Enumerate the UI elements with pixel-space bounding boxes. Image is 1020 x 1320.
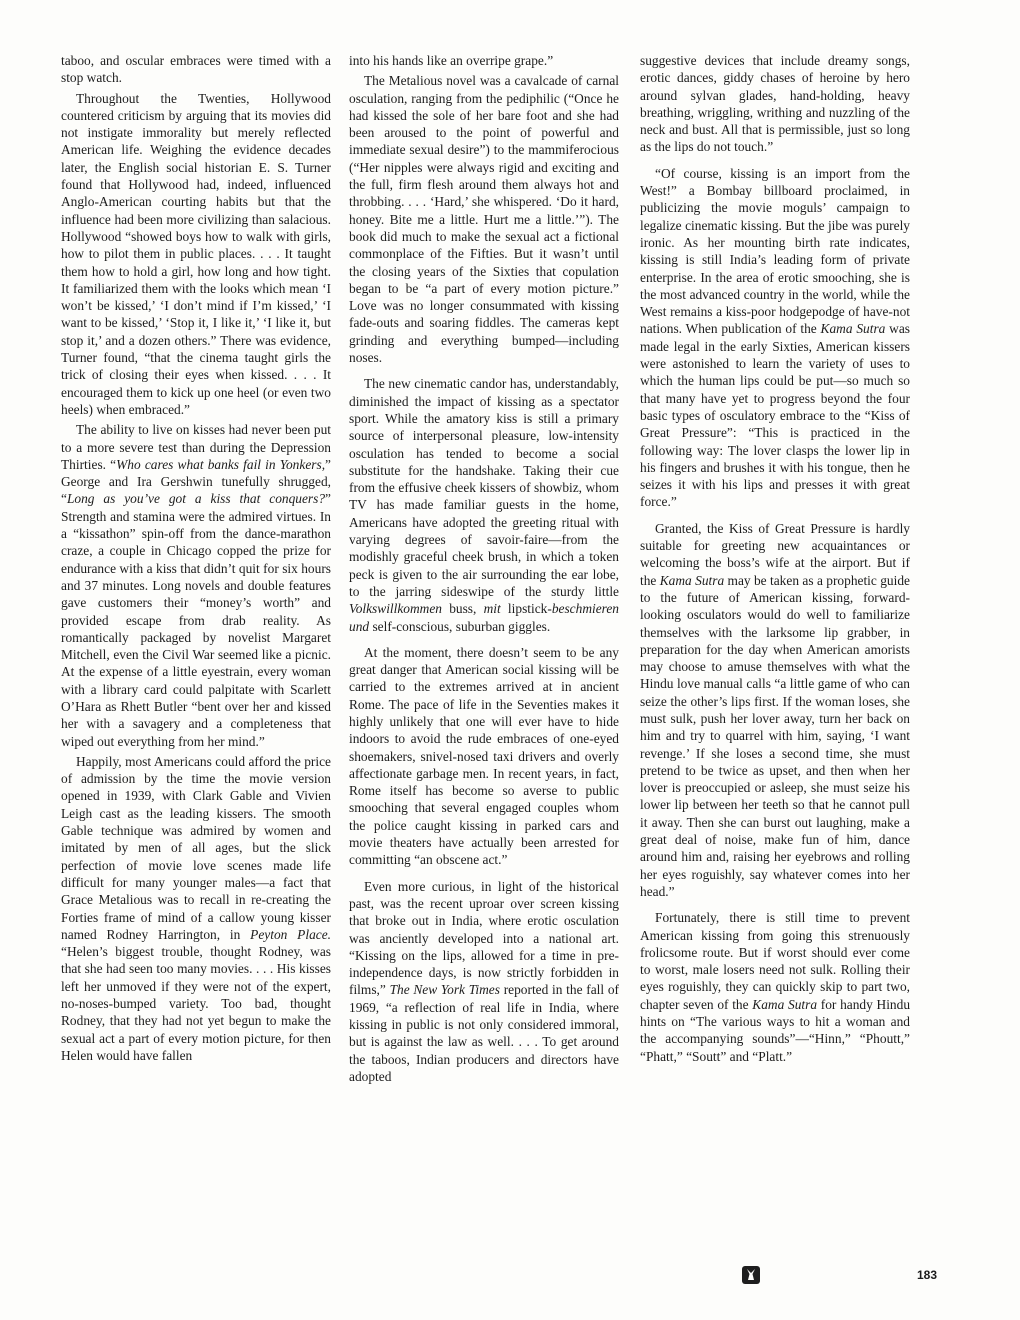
paragraph: into his hands like an overripe grape.” [349, 53, 554, 68]
book-title-italic: Kama Sutra [659, 572, 725, 588]
song-lyric-italic: Long as you’ve got a kiss that conquers? [66, 491, 326, 507]
paragraph [61, 753, 331, 1064]
text-run: may be taken as a prophetic guide to the future of American kissing, forward-looking osculators would do well to familiarize themselves with the larksome lip grabber, in preparation for the day when American amorists may choose to amuse themselves with what the Hindu love manual calls “a little game of who can seize the other’s lips first. If the woman loses, she must sulk, push her lover away, turn her back on him and try to quarrel with him, saying, ‘I want revenge.’ If she loses a second time, she must pretend to be twice as upset, and then when her lover is preoccupied or asleep, she must seize his lower lip between her teeth so that he cannot pull it away. Then she can burst out laughing, make a great deal of noise, make fun of him, dance around him and, raising her eyebrows and rolling her eyes roguishly, say whatever comes into her head.” [640, 572, 910, 899]
text-run: “Helen’s biggest trouble, thought Rodney, was that she had seen too many movies. . . . His kisses left her unmoved if they were not of the expert, no-noses-bumped variety. Too bad, thought Rodney, that they had not yet begun to make the sexual act a part of every motion picture, for then Helen would have fallen [61, 944, 331, 1063]
rabbit-head-logo-icon [742, 1266, 760, 1284]
paragraph [640, 165, 910, 511]
paragraph: At the moment, there doesn’t seem to be any great danger that American social kissing will be carried to the extremes arrived at in ancient Rome. The pace of life in the Seventies makes it highly unlikely that one will ever have to hide indoors to avoid the rude embraces of one-eyed shoemakers, snivel-nosed taxi drivers and overly affectionate garbage men. In recent years, in fact, Rome itself has become so averse to public smooching that several engaged couples whom the police caught kissing in parked cars and movie theaters have actually been arrested for committing “an obscene act.” [349, 644, 619, 868]
foreign-word-italic: Volkswillkommen [349, 601, 442, 617]
book-title-italic: Kama Sutra [752, 996, 818, 1012]
text-run: The new cinematic candor has, understandably, diminished the impact of kissing as a spectator sport. While the amatory kiss is still a primary source of interpersonal pleasure, low-intensity osculation has tended to become a social substitute for the handshake. Taking their cue from the effusive cheek kissers of showbiz, whom TV has made familiar guests in the home, Americans have adopted the greeting ritual with varying degrees of savoir-faire—from the modishly graceful cheek brush, in which a token peck is given to the air surrounding the ear lobe, to the jarring sideswipe of the sturdy little [349, 376, 619, 599]
text-run: Granted, the Kiss of Great Pressure is hardly suitable for greeting new acquaintances or welcoming the boss’s wife at the airport. But if the [640, 520, 910, 588]
book-title-italic: Peyton Place. [250, 926, 332, 942]
paragraph [61, 421, 331, 750]
text-run: for handy Hindu hints on “The various ways to hit a woman and the accompanying sounds”—“Hinn,” “Phoutt,” “Phatt,” “Soutt” and “Platt.” [640, 996, 911, 1064]
foreign-word-italic: mit [483, 601, 501, 617]
text-run: lipstick- [500, 601, 552, 617]
text-run: Happily, most Americans could afford the price of admission by the time the movie version opened in 1939, with Clark Gable and Vivien Leigh cast as the leading kissers. The smooth Gable technique was admired by women and imitated by men of all ages, but the slick perfection of movie love scenes made life difficult for many younger males—a fact that Grace Metalious was to recall in re-creating the Forties frame of mind of a callow young kisser named Rodney Harrington, in [61, 753, 331, 942]
text-run: reported in the fall of 1969, “a reflection of real life in India, where kissing in public is not only considered immoral, but is against the law as well. . . . To get around the taboos, Indian producers and directors have adopted [349, 982, 620, 1084]
foreign-word-italic: beschmieren und [349, 601, 620, 634]
paragraph: Throughout the Twenties, Hollywood countered criticism by arguing that its movies did not instigate immorality but merely reflected American life. Weighing the evidence decades later, the English social historian E. S. Turner found that Hollywood had, indeed, influenced Anglo-American courting habits but that the influence had been more civilizing than salacious. Hollywood “showed boys how to walk with girls, how to pilot them in public places. . . . It taught them how to hold a girl, how long and how tight. It familiarized them with the looks which mean ‘I won’t be kissed,’ ‘I don’t mind if I’m kissed,’ ‘I want to be kissed,’ ‘Stop it, I like it,’ ‘I like it, but stop it,’ and a dozen others.” There was evidence, Turner found, “that the cinema taught girls the trick of closing their eyes when kissed. . . . It encouraged them to kick up one heel (or even two heels) when embraced.” [61, 90, 331, 417]
text-run: “Of course, kissing is an import from the West!” a Bombay billboard proclaimed, in publicizing the movie moguls’ campaign to legalize cinematic kissing. But the jibe was purely ironic. As her mounting birth rate indicates, kissing is still India’s leading form of private enterprise. In the area of erotic smooching, she is the most advanced country in the world, while the West remains a kiss-poor hodgepodge of have-not nations. When publication of the [640, 165, 910, 337]
text-run: self-conscious, suburban giggles. [369, 618, 551, 634]
text-column-right [640, 52, 910, 1068]
text-run: Fortunately, there is still time to prevent American kissing from going this strenuously frolicsome route. But if worst should ever come to worst, male losers need not sulk. Rolling their eyes roguishly, they can quickly skip to part two, chapter seven of the [640, 910, 910, 1012]
book-title-italic: Kama Sutra [820, 321, 886, 337]
text-run: ” George and Ira Gershwin tunefully shrugged, “ [61, 456, 331, 507]
text-run: The ability to live on kisses had never been put to a more severe test than during the Depression Thirties. “ [61, 422, 331, 472]
paragraph [640, 520, 910, 901]
paragraph: taboo, and oscular embraces were timed with a stop watch. [61, 53, 331, 86]
text-run: Even more curious, in light of the historical past, was the recent uproar over screen kissing that broke out in India, where erotic osculation was anciently developed into a national art. “Kissing on the lips, allowed for a time in pre-independence days, is now strictly forbidden in films,” [349, 878, 619, 998]
paragraph [349, 878, 619, 1086]
text-run: ” Strength and stamina were the admired virtues. In a “kissathon” spin-off from the dance-marathon craze, a couple in Chicago copped the prize for endurance with a kiss that didn’t quit for six hours and 37 minutes. Long novels and double features gave customers their “money’s worth” and provided escape from drab reality. As romantically packaged by novelist Margaret Mitchell, even the Civil War seemed like a picnic. At the expense of a little eyestrain, every woman with a library card could palpitate with Scarlett O’Hara as Rhett Butler “bent over her and kissed her with a savagery and a completeness that wiped out everything from her mind.” [61, 491, 331, 749]
text-column-middle [349, 52, 619, 1088]
page-number: 183 [917, 1268, 938, 1282]
text-column-left [61, 52, 331, 1067]
paragraph [349, 375, 619, 634]
newspaper-title-italic: The New York Times [389, 982, 500, 998]
paragraph: The Metalious novel was a cavalcade of carnal osculation, ranging from the pediphilic (“Once he had kissed the sole of her bare foot and she had been aroused to the point of powerful and immediate sexual desire”) to the mammiferocious (“Her nipples were always rigid and exciting and the full, firm flesh around them always hot and throbbing. . . . ‘Hard,’ she whispered. ‘Do it hard, honey. Bite me a little. Hurt me a little.’”). The book did much to make the sexual act a fictional commonplace of the Fifties. But it wasn’t until the closing years of the Sixties that copulation began to be “a part of every motion picture.” Love was no longer consummated with kissing fade-outs and soaring fiddles. The cameras kept grinding and everything bumped—including noses. [349, 73, 619, 366]
text-run: buss, [441, 601, 484, 617]
song-lyric-italic: Who cares what banks fail in Yonkers, [116, 456, 326, 472]
text-run: was made legal in the early Sixties, American kissers were astonished to learn the variety of uses to which the human lips could be put—so much so that many have yet to progress beyond the four basic types of osculatory embrace to the “Kiss of Great Pressure”: “This is practiced in the following way: The lover clasps the lower lip in his fingers and brushes it with his tongue, then he seizes it with his lips and presses it with great force.” [640, 321, 911, 510]
paragraph: suggestive devices that include dreamy songs, erotic dances, giddy chases of heroine by hero around sylvan glades, hand-holding, heavy breathing, wriggling, writhing and nuzzling of the neck and bust. All that is permissible, just so long as the lips do not touch.” [640, 53, 910, 155]
paragraph [640, 909, 910, 1065]
